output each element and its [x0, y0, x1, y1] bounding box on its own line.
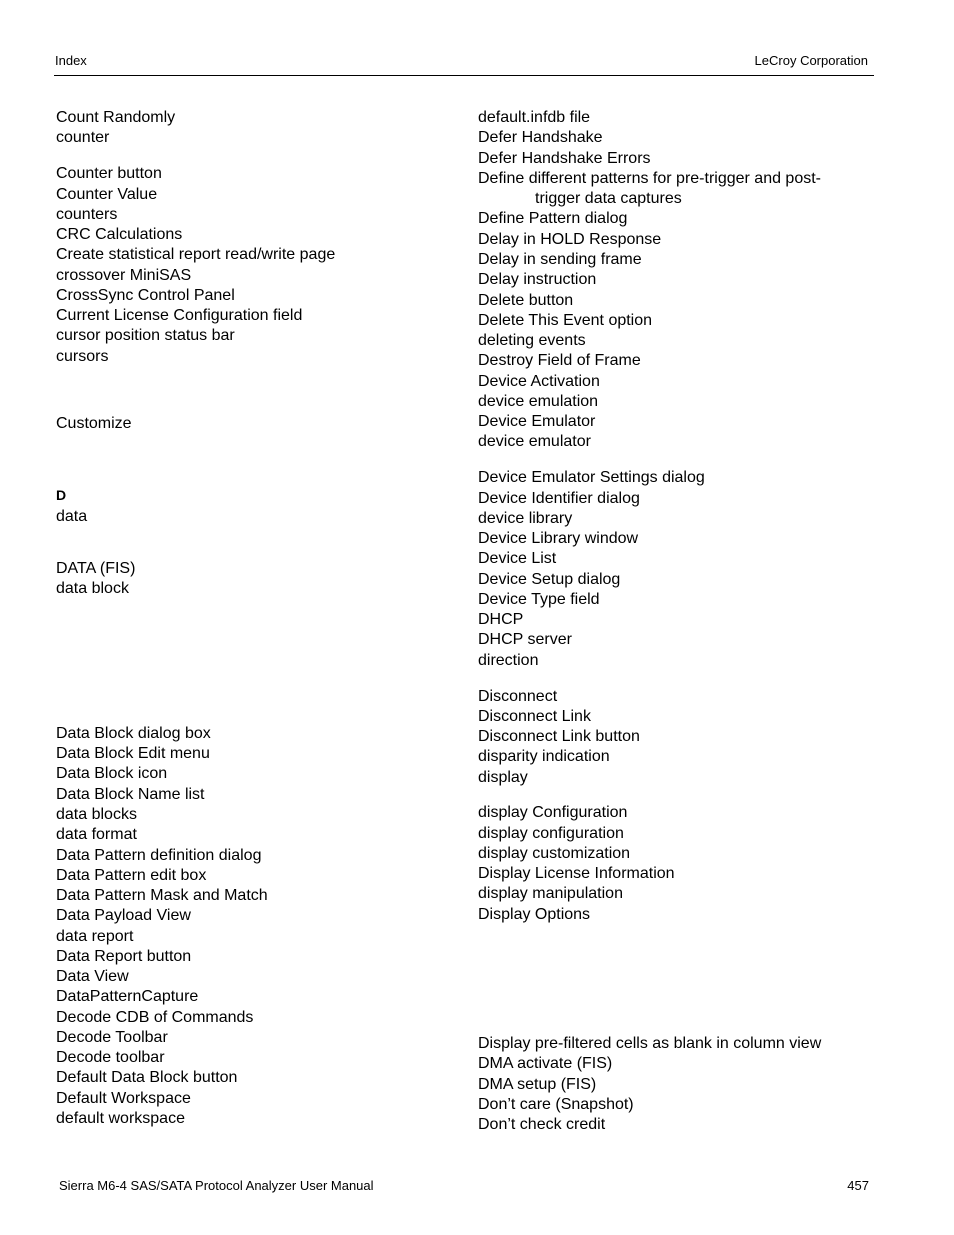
index-entry: Delay instruction — [478, 271, 597, 288]
index-entry: Decode toolbar — [56, 1049, 165, 1066]
index-entry: Define Pattern dialog — [478, 210, 628, 227]
index-entry: Counter button — [56, 165, 162, 182]
index-entry: Delay in HOLD Response — [478, 231, 662, 248]
index-entry: Don’t care (Snapshot) — [478, 1096, 634, 1113]
index-entry: Current License Configuration field — [56, 307, 303, 324]
index-entry: Don’t check credit — [478, 1116, 606, 1133]
index-entry: Destroy Field of Frame — [478, 352, 641, 369]
index-entry: Data Block Name list — [56, 786, 205, 803]
index-entry: Data Pattern edit box — [56, 867, 207, 884]
index-entry: Disconnect Link button — [478, 728, 640, 745]
index-entry: Decode Toolbar — [56, 1029, 168, 1046]
index-entry: Device Identifier dialog — [478, 490, 640, 507]
index-entry: Device Type field — [478, 591, 600, 608]
index-entry: display configuration — [478, 825, 624, 842]
index-entry: data blocks — [56, 806, 137, 823]
index-entry: Counter Value — [56, 186, 158, 203]
index-entry: Data View — [56, 968, 129, 985]
index-entry: data report — [56, 928, 134, 945]
index-entry: DHCP server — [478, 631, 572, 648]
index-entry: Disconnect — [478, 688, 558, 705]
index-entry: Device Setup dialog — [478, 571, 621, 588]
index-entry: Device List — [478, 550, 557, 567]
index-entry: default workspace — [56, 1110, 185, 1127]
index-entry: Display License Information — [478, 865, 675, 882]
index-entry: Device Emulator — [478, 413, 596, 430]
index-entry: device emulator — [478, 433, 591, 450]
index-entry: cursor position status bar — [56, 327, 235, 344]
index-entry: direction — [478, 652, 539, 669]
index-section-letter: D — [56, 487, 67, 503]
index-entry: Delete button — [478, 292, 574, 309]
index-entry: data format — [56, 826, 137, 843]
index-entry: Default Data Block button — [56, 1069, 238, 1086]
index-entry: counter — [56, 129, 110, 146]
index-entry: Default Workspace — [56, 1090, 191, 1107]
index-entry: disparity indication — [478, 748, 610, 765]
index-entry: Data Payload View — [56, 907, 191, 924]
index-entry: Data Block dialog box — [56, 725, 211, 742]
index-entry: device emulation — [478, 393, 599, 410]
index-entry: data — [56, 508, 88, 525]
index-entry: device library — [478, 510, 573, 527]
index-entry: Create statistical report read/write page — [56, 246, 336, 263]
index-entry: display Configuration — [478, 804, 628, 821]
index-entry: default.infdb file — [478, 109, 591, 126]
index-entry: DATA (FIS) — [56, 560, 136, 577]
index-entry: Delete This Event option — [478, 312, 653, 329]
index-entry: display manipulation — [478, 885, 623, 902]
index-entry: DataPatternCapture — [56, 988, 199, 1005]
index-entry: Display pre-filtered cells as blank in column view — [478, 1035, 822, 1052]
index-entry: Define different patterns for pre-trigger and post- — [478, 170, 821, 187]
index-entry: display customization — [478, 845, 631, 862]
index-entry: Disconnect Link — [478, 708, 591, 725]
index-entry: deleting events — [478, 332, 586, 349]
index-entry: data block — [56, 580, 129, 597]
index-entry: Data Block icon — [56, 765, 168, 782]
index-entry: Device Emulator Settings dialog — [478, 469, 705, 486]
index-entry: Customize — [56, 415, 132, 432]
index-entry: Display Options — [478, 906, 591, 923]
index-entry: Data Pattern definition dialog — [56, 847, 262, 864]
index-entry: Device Library window — [478, 530, 639, 547]
index-entry: display — [478, 769, 528, 786]
index-entry: cursors — [56, 348, 109, 365]
index-entry: Count Randomly — [56, 109, 176, 126]
index-entry: Device Activation — [478, 373, 600, 390]
index-entry: trigger data captures — [535, 190, 682, 207]
running-header-company: LeCroy Corporation — [754, 53, 868, 68]
index-entry: Data Pattern Mask and Match — [56, 887, 268, 904]
index-entry: Decode CDB of Commands — [56, 1009, 254, 1026]
index-entry: CRC Calculations — [56, 226, 183, 243]
running-header-section: Index — [55, 53, 87, 68]
index-entry: DMA activate (FIS) — [478, 1055, 613, 1072]
index-entry: Data Report button — [56, 948, 192, 965]
index-entry: DMA setup (FIS) — [478, 1076, 597, 1093]
index-entry: Data Block Edit menu — [56, 745, 210, 762]
page-number: 457 — [847, 1178, 869, 1193]
index-entry: counters — [56, 206, 118, 223]
index-entry: Delay in sending frame — [478, 251, 642, 268]
index-entry: Defer Handshake — [478, 129, 603, 146]
footer-manual-title: Sierra M6-4 SAS/SATA Protocol Analyzer User Manual — [59, 1178, 374, 1193]
header-rule — [54, 75, 874, 76]
index-entry: DHCP — [478, 611, 524, 628]
index-entry: crossover MiniSAS — [56, 267, 192, 284]
index-entry: CrossSync Control Panel — [56, 287, 235, 304]
index-entry: Defer Handshake Errors — [478, 150, 651, 167]
